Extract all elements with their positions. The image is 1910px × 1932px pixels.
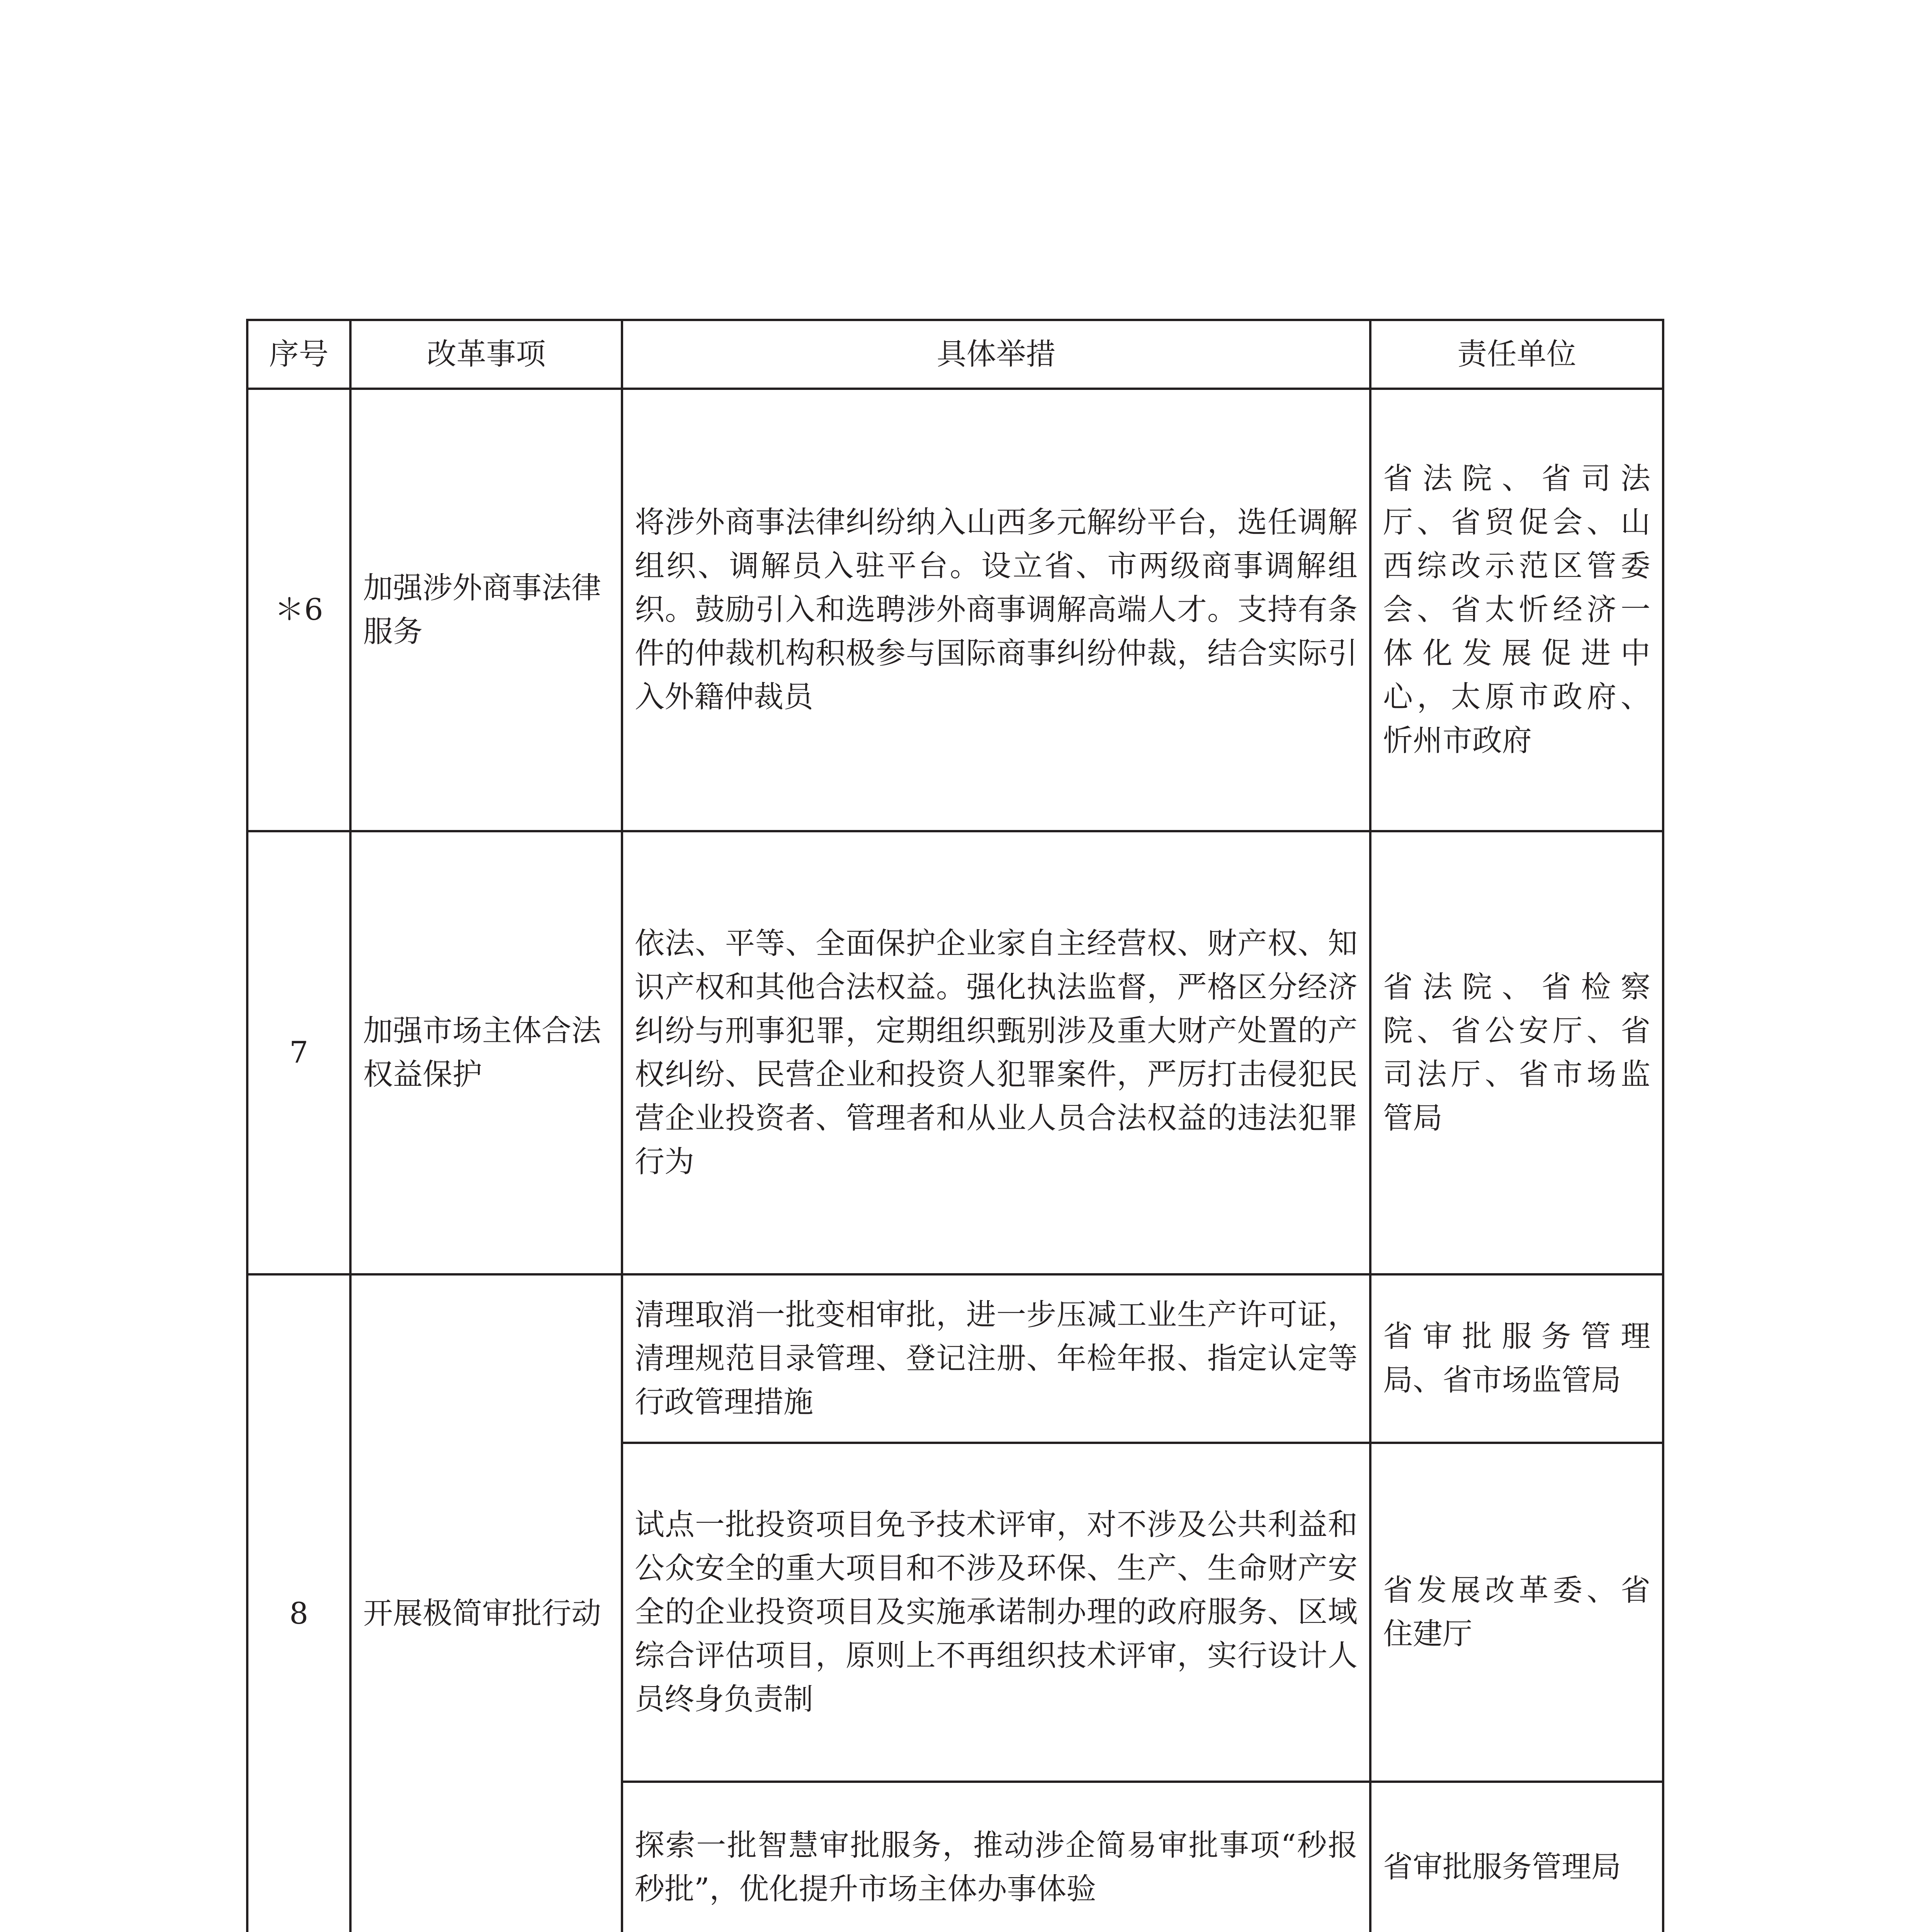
row-seq: 8 <box>247 1274 350 1932</box>
row-item: 加强涉外商事法律服务 <box>350 389 622 831</box>
row-measure: 清理取消一批变相审批，进一步压减工业生产许可证，清理规范目录管理、登记注册、年检年报、指定认定等行政管理措施 <box>622 1274 1370 1443</box>
row-item: 加强市场主体合法权益保护 <box>350 831 622 1274</box>
row-item: 开展极简审批行动 <box>350 1274 622 1932</box>
row-measure: 将涉外商事法律纠纷纳入山西多元解纷平台，选任调解组织、调解员入驻平台。设立省、市两级商事调解组织。鼓励引入和选聘涉外商事调解高端人才。支持有条件的仲裁机构积极参与国际商事纠纷仲裁，结合实际引入外籍仲裁员 <box>622 389 1370 831</box>
row-unit: 省审批服务管理局 <box>1370 1782 1663 1932</box>
reform-table <box>246 319 1664 1932</box>
header-item: 改革事项 <box>350 320 622 389</box>
header-unit: 责任单位 <box>1370 320 1663 389</box>
row-measure: 探索一批智慧审批服务，推动涉企简易审批事项“秒报秒批”，优化提升市场主体办事体验 <box>622 1782 1370 1932</box>
row-unit: 省法院、省司法厅、省贸促会、山西综改示范区管委会、省太忻经济一体化发展促进中心，太原市政府、忻州市政府 <box>1370 389 1663 831</box>
row-unit: 省审批服务管理局、省市场监管局 <box>1370 1274 1663 1443</box>
row-measure: 依法、平等、全面保护企业家自主经营权、财产权、知识产权和其他合法权益。强化执法监督，严格区分经济纠纷与刑事犯罪，定期组织甄别涉及重大财产处置的产权纠纷、民营企业和投资人犯罪案件，严厉打击侵犯民营企业投资者、管理者和从业人员合法权益的违法犯罪行为 <box>622 831 1370 1274</box>
table-header-row <box>247 320 1663 389</box>
table-row <box>247 1274 1663 1443</box>
header-measures: 具体举措 <box>622 320 1370 389</box>
row-unit: 省发展改革委、省住建厅 <box>1370 1443 1663 1782</box>
table-row <box>247 389 1663 831</box>
table-row <box>247 831 1663 1274</box>
row-unit: 省法院、省检察院、省公安厅、省司法厅、省市场监管局 <box>1370 831 1663 1274</box>
row-measure: 试点一批投资项目免予技术评审，对不涉及公共利益和公众安全的重大项目和不涉及环保、生产、生命财产安全的企业投资项目及实施承诺制办理的政府服务、区域综合评估项目，原则上不再组织技术评审，实行设计人员终身负责制 <box>622 1443 1370 1782</box>
row-seq: ＊6 <box>247 389 350 831</box>
header-seq: 序号 <box>247 320 350 389</box>
row-seq: 7 <box>247 831 350 1274</box>
